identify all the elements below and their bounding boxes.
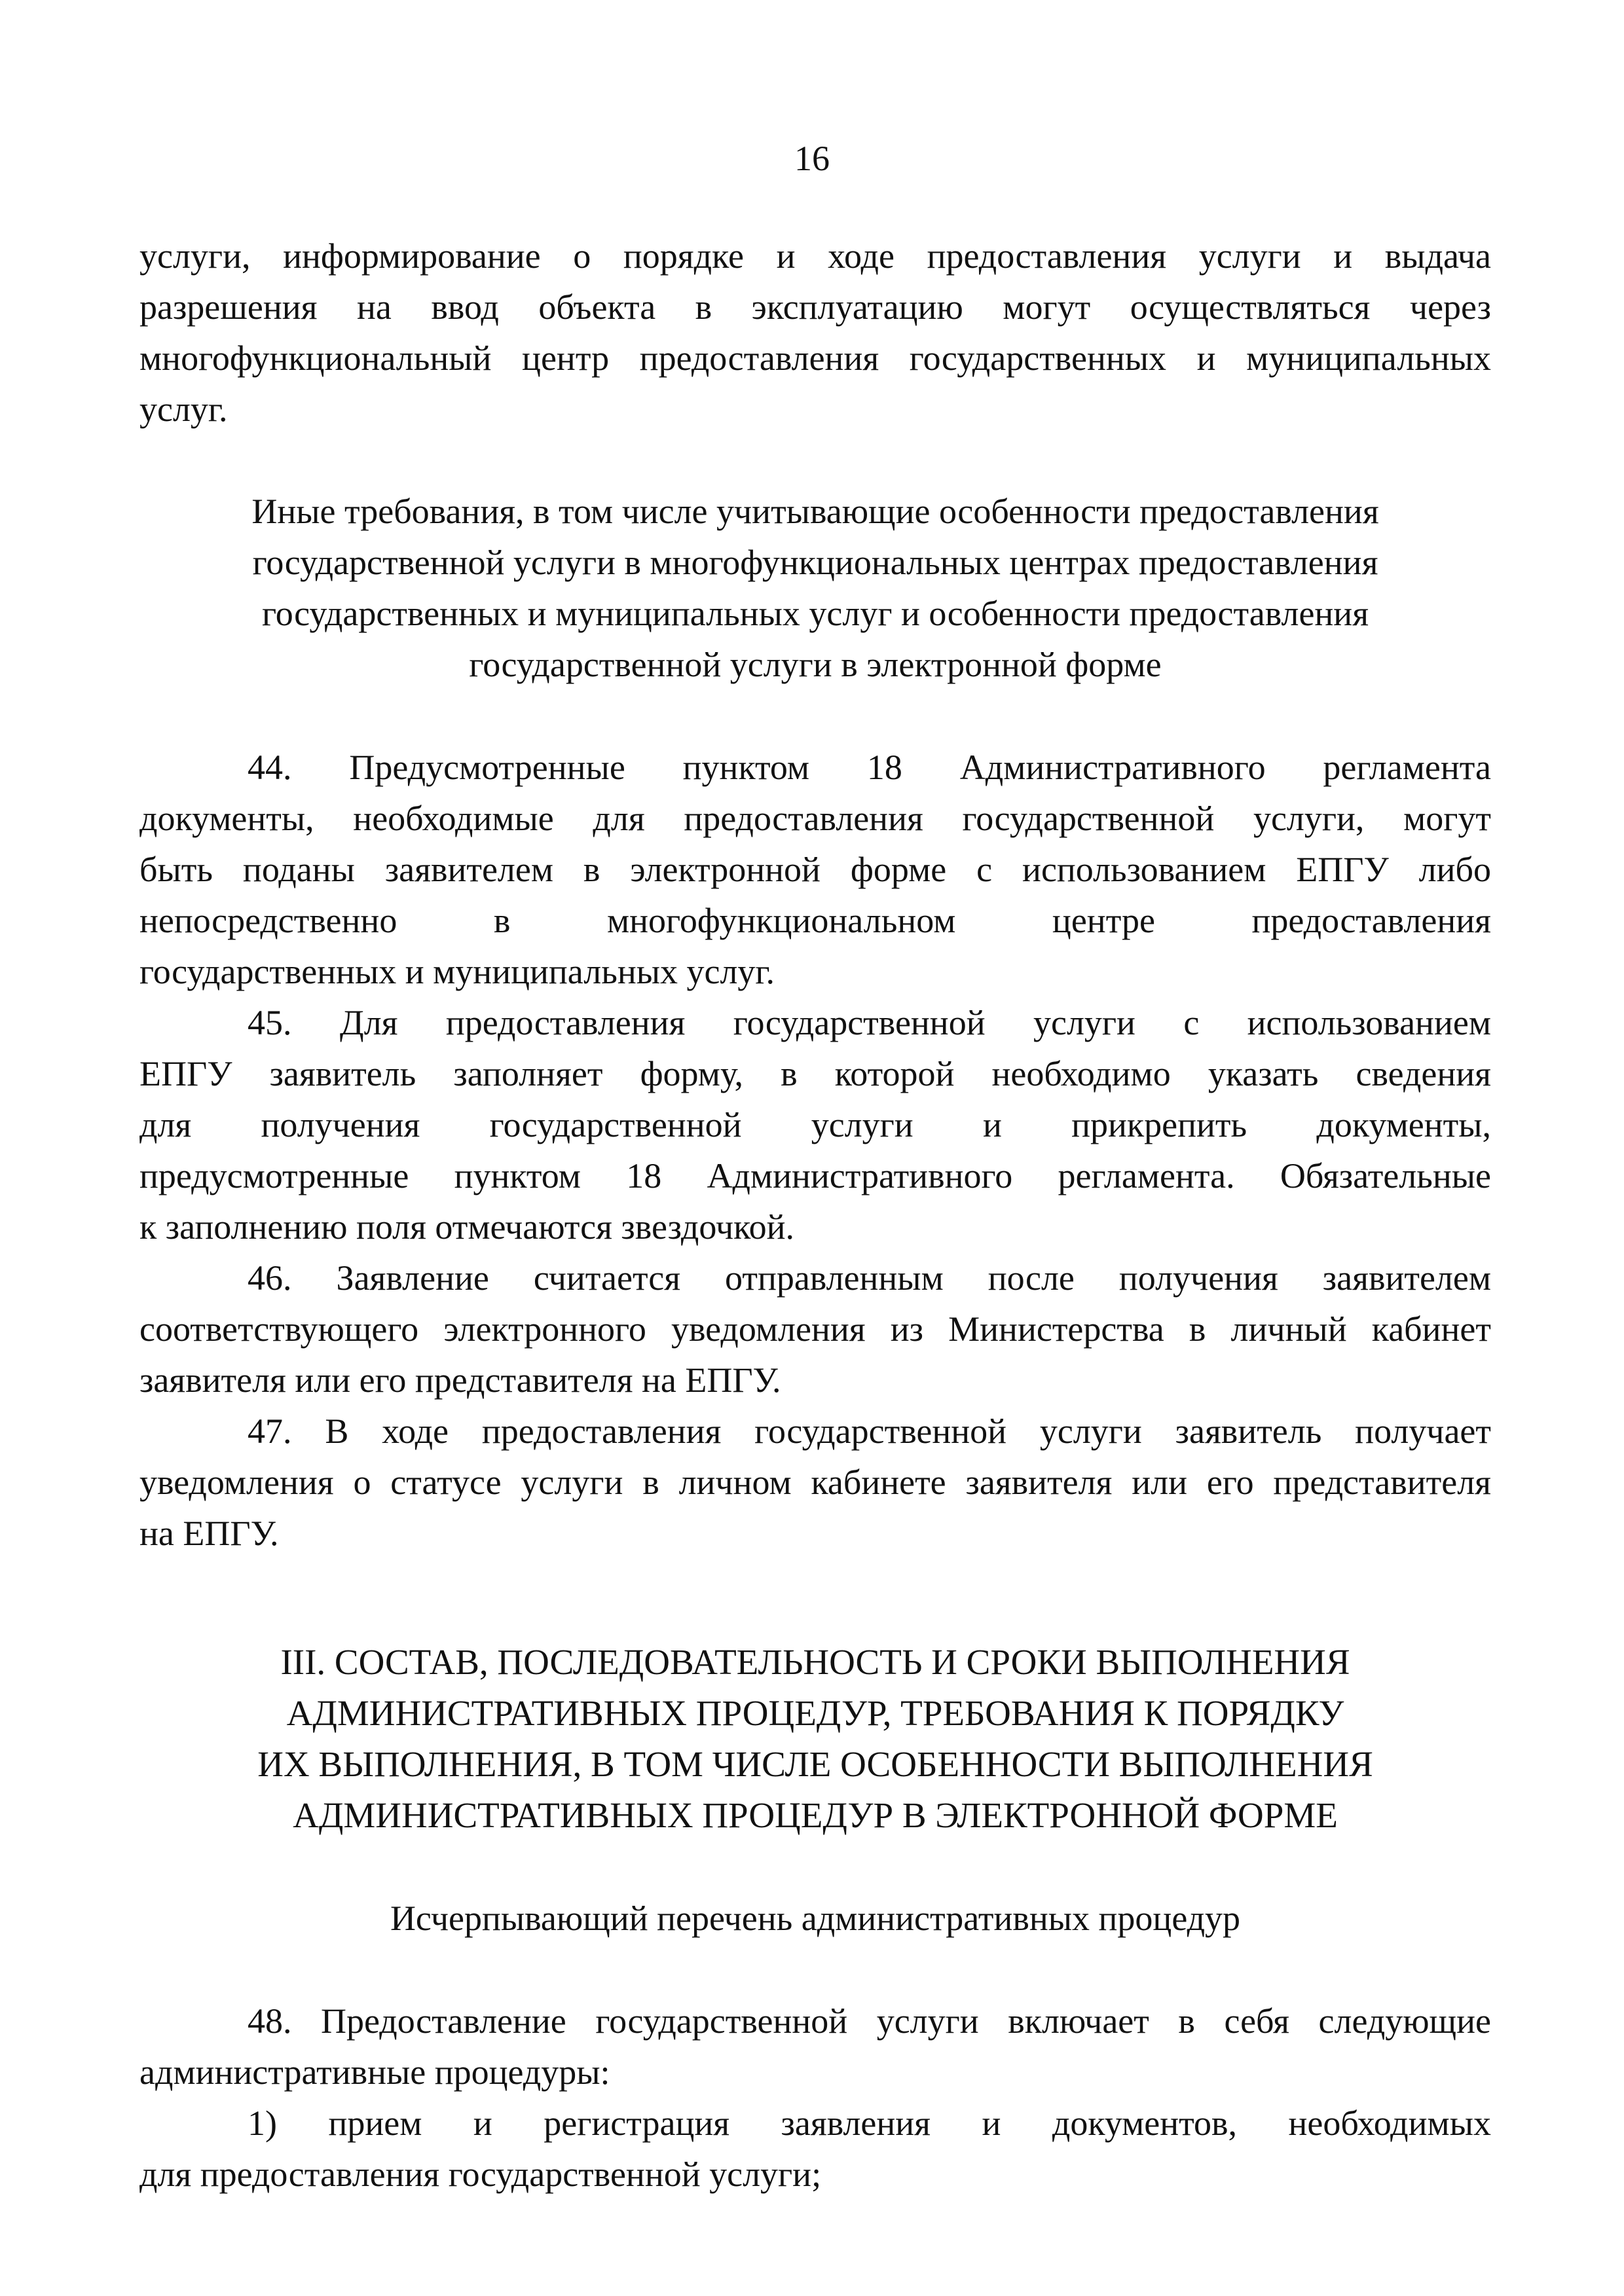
paragraph-44: [139, 742, 1491, 997]
heading-line: АДМИНИСТРАТИВНЫХ ПРОЦЕДУР В ЭЛЕКТРОННОЙ ФОРМЕ: [293, 1795, 1338, 1835]
heading-line: Исчерпывающий перечень административных процедур: [390, 1899, 1241, 1938]
subheading-other-requirements: [139, 486, 1491, 690]
heading-line: ИХ ВЫПОЛНЕНИЯ, В ТОМ ЧИСЛЕ ОСОБЕННОСТИ ВЫПОЛНЕНИЯ: [257, 1744, 1373, 1784]
text-line: услуги, информирование о порядке и ходе предоставления услуги и выдача: [139, 236, 1491, 276]
text-line: услуг.: [139, 390, 228, 429]
text-line: для предоставления государственной услуги;: [139, 2155, 822, 2194]
paragraph-45: [139, 997, 1491, 1252]
text-line: заявителя или его представителя на ЕПГУ.: [139, 1360, 781, 1400]
text-line: уведомления о статусе услуги в личном кабинете заявителя или его представителя: [139, 1463, 1491, 1502]
page-number: 16: [794, 139, 830, 178]
text-line: 1) прием и регистрация заявления и документов, необходимых: [248, 2104, 1491, 2143]
text-line: для получения государственной услуги и прикрепить документы,: [139, 1105, 1491, 1144]
text-line: многофункциональный центр предоставления государственных и муниципальных: [139, 338, 1491, 378]
paragraph-47: [139, 1406, 1491, 1559]
heading-line: государственной услуги в многофункциональных центрах предоставления: [252, 543, 1378, 582]
text-line: непосредственно в многофункциональном центре предоставления: [139, 901, 1491, 940]
text-line: 44. Предусмотренные пунктом 18 Административного регламента: [248, 748, 1491, 787]
text-line: разрешения на ввод объекта в эксплуатацию могут осуществляться через: [139, 287, 1491, 327]
text-line: 48. Предоставление государственной услуги включает в себя следующие: [248, 2001, 1491, 2041]
heading-line: АДМИНИСТРАТИВНЫХ ПРОЦЕДУР, ТРЕБОВАНИЯ К ПОРЯДКУ: [286, 1693, 1344, 1733]
heading-line: государственных и муниципальных услуг и особенности предоставления: [261, 594, 1369, 633]
text-line: 45. Для предоставления государственной услуги с использованием: [248, 1003, 1491, 1042]
text-line: 47. В ходе предоставления государственной услуги заявитель получает: [248, 1412, 1491, 1451]
text-line: быть поданы заявителем в электронной форме с использованием ЕПГУ либо: [139, 850, 1491, 889]
text-line: административные процедуры:: [139, 2052, 610, 2092]
text-line: предусмотренные пунктом 18 Административного регламента. Обязательные: [139, 1156, 1491, 1195]
text-line: ЕПГУ заявитель заполняет форму, в которой необходимо указать сведения: [139, 1054, 1491, 1093]
section-heading-iii: [139, 1637, 1491, 1841]
heading-line: III. СОСТАВ, ПОСЛЕДОВАТЕЛЬНОСТЬ И СРОКИ ВЫПОЛНЕНИЯ: [280, 1642, 1350, 1682]
paragraph-46: [139, 1252, 1491, 1406]
text-line: 46. Заявление считается отправленным после получения заявителем: [248, 1258, 1491, 1298]
heading-line: Иные требования, в том числе учитывающие особенности предоставления: [251, 492, 1379, 531]
intro-paragraph: [139, 230, 1491, 435]
subheading-procedures-list: [139, 1893, 1491, 1944]
text-line: к заполнению поля отмечаются звездочкой.: [139, 1207, 795, 1247]
text-line: документы, необходимые для предоставления государственной услуги, могут: [139, 799, 1491, 838]
list-item: [139, 2098, 1491, 2200]
heading-line: государственной услуги в электронной форме: [469, 645, 1162, 684]
text-line: на ЕПГУ.: [139, 1514, 279, 1553]
paragraph-48: [139, 1995, 1491, 2098]
text-line: соответствующего электронного уведомления из Министерства в личный кабинет: [139, 1309, 1491, 1349]
text-line: государственных и муниципальных услуг.: [139, 952, 775, 991]
